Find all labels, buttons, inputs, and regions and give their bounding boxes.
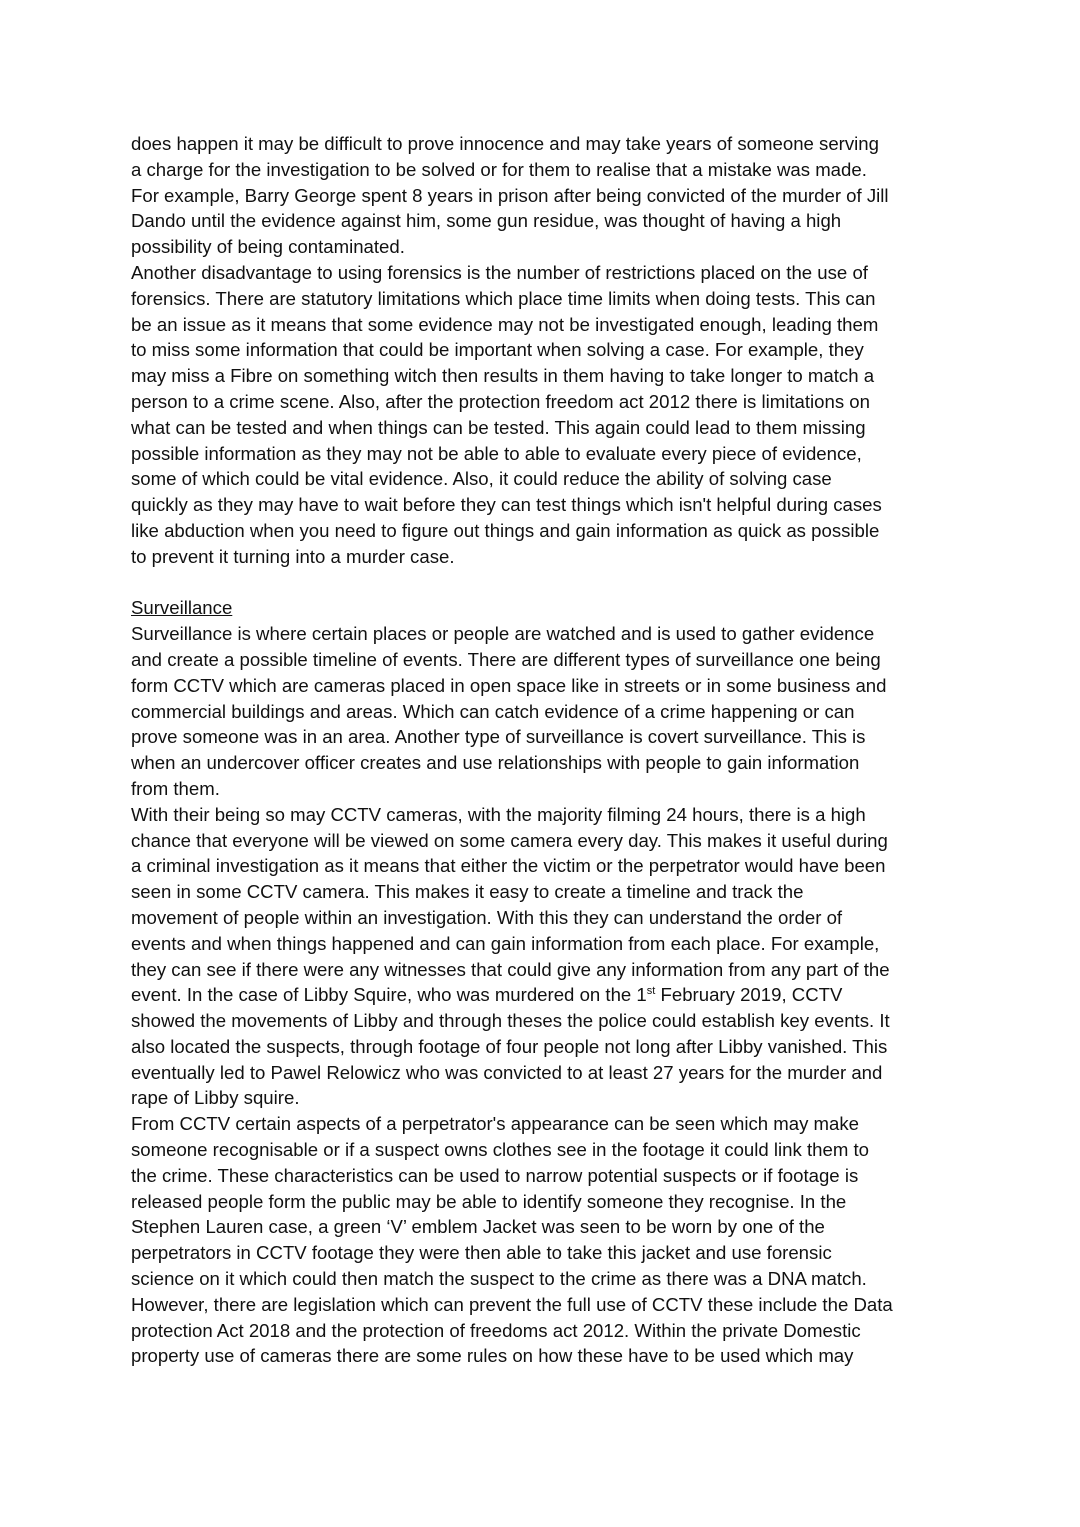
paragraph (131, 1111, 971, 1369)
text-line: showed the movements of Libby and through theses the police could establish key events. It (131, 1010, 890, 1032)
text-segment: event. In the case of Libby Squire, who was murdered on the 1 (131, 984, 647, 1006)
text-line: a criminal investigation as it means that either the victim or the perpetrator would have been (131, 855, 886, 877)
text-line: events and when things happened and can gain information from each place. For example, (131, 932, 880, 954)
text-line: eventually led to Pawel Relowicz who was convicted to at least 27 years for the murder and (131, 1061, 883, 1083)
text-line: quickly as they may have to wait before they can test things which isn't helpful during cases (131, 494, 882, 516)
text-line: From CCTV certain aspects of a perpetrator's appearance can be seen which may make (131, 1113, 860, 1135)
text-line: protection Act 2018 and the protection of freedoms act 2012. Within the private Domestic (131, 1319, 861, 1341)
paragraph (131, 131, 971, 260)
text-line: possibility of being contaminated. (131, 236, 405, 258)
text-line: the crime. These characteristics can be used to narrow potential suspects or if footage is (131, 1164, 859, 1186)
text-line: to miss some information that could be important when solving a case. For example, they (131, 339, 864, 361)
text-line: Another disadvantage to using forensics is the number of restrictions placed on the use of (131, 261, 868, 283)
text-line: they can see if there were any witnesses that could give any information from any part of the (131, 958, 890, 980)
paragraph (131, 621, 971, 802)
paragraph-gap (131, 570, 971, 596)
text-line: released people form the public may be able to identify someone they recognise. In the (131, 1190, 847, 1212)
text-line: like abduction when you need to figure out things and gain information as quick as possible (131, 519, 880, 541)
text-line: some of which could be vital evidence. Also, it could reduce the ability of solving case (131, 468, 832, 490)
text-line: when an undercover officer creates and use relationships with people to gain information (131, 752, 860, 774)
text-line: chance that everyone will be viewed on some camera every day. This makes it useful during (131, 829, 888, 851)
paragraph (131, 260, 971, 570)
text-line: also located the suspects, through footage of four people not long after Libby vanished. This (131, 1035, 888, 1057)
text-line: With their being so may CCTV cameras, with the majority filming 24 hours, there is a high (131, 803, 866, 825)
text-line (131, 982, 971, 1008)
text-line: Surveillance is where certain places or people are watched and is used to gather evidence (131, 623, 875, 645)
text-line: from them. (131, 777, 220, 799)
text-line: rape of Libby squire. (131, 1087, 300, 1109)
text-line: a charge for the investigation to be solved or for them to realise that a mistake was made. (131, 158, 867, 180)
text-line: Dando until the evidence against him, some gun residue, was thought of having a high (131, 210, 842, 232)
text-line: However, there are legislation which can prevent the full use of CCTV these include the Data (131, 1293, 893, 1315)
text-line: seen in some CCTV camera. This makes it easy to create a timeline and track the (131, 881, 804, 903)
text-line: be an issue as it means that some evidence may not be investigated enough, leading them (131, 313, 879, 335)
text-line: person to a crime scene. Also, after the protection freedom act 2012 there is limitations on (131, 390, 870, 412)
section-heading: Surveillance (131, 597, 233, 619)
document-page (131, 131, 971, 1369)
text-line: may miss a Fibre on something witch then results in them having to take longer to match a (131, 365, 875, 387)
text-line: commercial buildings and areas. Which can catch evidence of a crime happening or can (131, 700, 855, 722)
text-segment: February 2019, CCTV (655, 984, 843, 1006)
text-line: possible information as they may not be able to able to evaluate every piece of evidence, (131, 442, 862, 464)
text-line: and create a possible timeline of events. There are different types of surveillance one being (131, 648, 881, 670)
text-line: someone recognisable or if a suspect owns clothes see in the footage it could link them to (131, 1139, 869, 1161)
text-line: Stephen Lauren case, a green ‘V’ emblem Jacket was seen to be worn by one of the (131, 1216, 825, 1238)
text-line: property use of cameras there are some rules on how these have to be used which may (131, 1345, 854, 1367)
text-line: movement of people within an investigation. With this they can understand the order of (131, 906, 843, 928)
ordinal-superscript: st (646, 985, 656, 998)
text-line: perpetrators in CCTV footage they were then able to take this jacket and use forensic (131, 1242, 832, 1264)
text-line: For example, Barry George spent 8 years in prison after being convicted of the murder of Jill (131, 184, 889, 206)
text-line: science on it which could then match the suspect to the crime as there was a DNA match. (131, 1268, 867, 1290)
text-line: forensics. There are statutory limitations which place time limits when doing tests. This can (131, 287, 876, 309)
text-line: prove someone was in an area. Another type of surveillance is covert surveillance. This is (131, 726, 866, 748)
text-line: what can be tested and when things can be tested. This again could lead to them missing (131, 416, 866, 438)
text-line: to prevent it turning into a murder case. (131, 545, 455, 567)
text-line: does happen it may be difficult to prove innocence and may take years of someone serving (131, 133, 879, 154)
paragraph (131, 802, 971, 1112)
text-line: form CCTV which are cameras placed in open space like in streets or in some business and (131, 674, 887, 696)
